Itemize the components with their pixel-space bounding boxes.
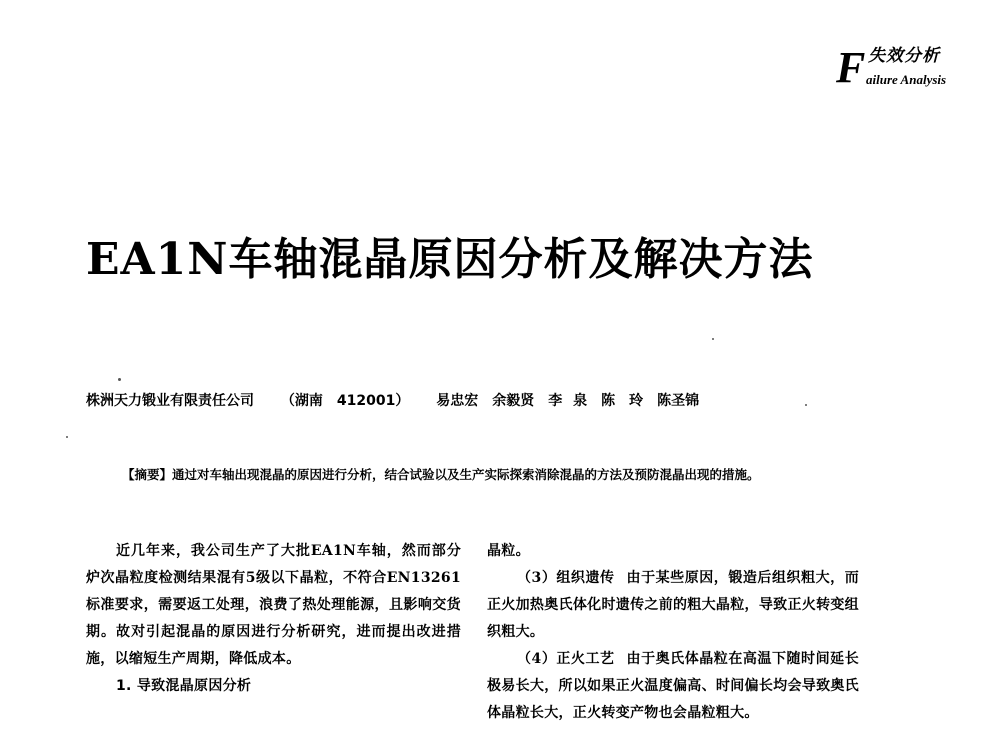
scan-speck [66,436,68,438]
author-names: 易忠宏 余毅贤 李 泉 陈 玲 陈圣锦 [436,393,700,409]
scan-speck [805,404,807,406]
paper-title: EA1N车轴混晶原因分析及解决方法 [86,234,814,285]
location: （湖南 412001） [280,393,410,409]
item-3-label: （3）组织遗传 [517,570,615,586]
item-4-label: （4）正火工艺 [517,651,615,667]
logo-initial: F [836,43,866,92]
logo-section-cn: 失效分析 [868,46,940,66]
scan-speck [712,338,714,340]
abstract [86,462,856,488]
abstract-text: 通过对车轴出现混晶的原因进行分析，结合试验以及生产实际探索消除混晶的方法及预防混晶出现的措施。 [172,467,760,482]
body-column-right [487,538,859,727]
item-3-text: 由于某些原因，锻造后组织粗大，而正火加热奥氏体化时遗传之前的粗大晶粒，导致正火转变组织粗大。 [487,570,859,640]
body-column-left [86,538,461,700]
author-line [86,390,721,412]
item-3-paragraph [487,565,859,646]
affiliation: 株洲天力锻业有限责任公司 [86,393,254,409]
item-4-paragraph [487,646,859,727]
intro-paragraph: 近几年来，我公司生产了大批EA1N车轴，然而部分炉次晶粒度检测结果混有5级以下晶粒，不符合EN13261标准要求，需要返工处理，浪费了热处理能源，且影响交货期。故对引起混晶的原因进行分析研究，进而提出改进措施，以缩短生产周期，降低成本。 [86,543,461,667]
abstract-label: 【摘要】 [122,467,173,482]
continued-text: 晶粒。 [487,543,530,559]
scan-speck [118,378,121,381]
item-4-text: 由于奥氏体晶粒在高温下随时间延长极易长大，所以如果正火温度偏高、时间偏长均会导致奥氏体晶粒长大，正火转变产物也会晶粒粗大。 [487,651,859,721]
logo-section-en: ailure Analysis [866,72,947,87]
section-heading: 1. 导致混晶原因分析 [116,678,252,694]
journal-section-logo [836,42,976,100]
